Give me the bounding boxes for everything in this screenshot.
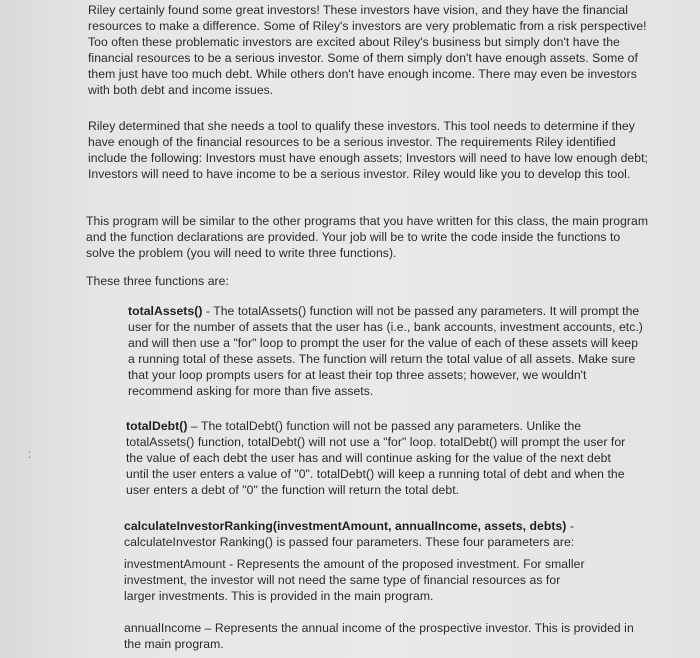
total-debt-description	[126, 418, 636, 498]
annual-income-parameter: annualIncome – Represents the annual income of the prospective investor. This is provided in the main program.	[124, 621, 634, 651]
total-debt-text: – The totalDebt() function will not be passed any parameters. Unlike the totalAssets() function, totalDebt() will not use a "for" loop. totalDebt() will prompt the user for the value of each debt the user has and will continue asking for the value of the next debt until the user enters a value of "0". totalDebt() will keep a running total of debt and when the user enters a debt of "0" the function will return the total debt.	[126, 419, 626, 497]
calculate-ranking-text: - calculateInvestor Ranking() is passed four parameters. These four parameters are:	[124, 519, 575, 549]
functions-intro: These three functions are:	[86, 274, 229, 288]
program-description-paragraph: This program will be similar to the other programs that you have written for this class, the main program and the function declarations are provided. Your job will be to write the code inside the functions to solve the problem (you will need to write three functions).	[86, 214, 649, 260]
requirements-paragraph: Riley determined that she needs a tool to qualify these investors. This tool needs to determine if they have enough of the financial resources to be a serious investor. The requirements Riley identified include the following: Investors must have enough assets; Investors will need to have low enough debt; Investors will need to have income to be a serious investor. Riley would like you to develop this tool.	[88, 119, 648, 181]
calculate-ranking-name: calculateInvestorRanking(investmentAmount, annualIncome, assets, debts)	[124, 519, 567, 533]
intro-paragraph: Riley certainly found some great investors! These investors have vision, and they have the financial resources to make a difference. Some of Riley's investors are very problematic from a risk perspective! Too often these problematic investors are excited about Riley's business but simply don't have the financial resources to be a serious investor. Some of them simply don't have enough assets. Some of them just have too much debt. While others don't have enough income. There may even be investors with both debt and income issues.	[88, 3, 647, 97]
margin-mark-icon: ⁚	[28, 450, 32, 461]
total-assets-name: totalAssets()	[128, 304, 203, 318]
investment-amount-parameter: investmentAmount - Represents the amount of the proposed investment. For smaller investment, the investor will not need the same type of financial resources as for larger investments. This is provided in the main program.	[124, 557, 585, 603]
calculate-ranking-description	[124, 518, 644, 550]
total-assets-text: - The totalAssets() function will not be passed any parameters. It will prompt the user for the number of assets that the user has (i.e., bank accounts, investment accounts, etc.) and will then use a "for" loop to prompt the user for the value of each of these assets will keep a running total of these assets. The function will return the total value of all assets. Make sure that your loop prompts users for at least their top three assets; however, we wouldn't recommend asking for more than five assets.	[128, 304, 643, 398]
total-assets-description	[128, 303, 648, 399]
total-debt-name: totalDebt()	[126, 419, 188, 433]
